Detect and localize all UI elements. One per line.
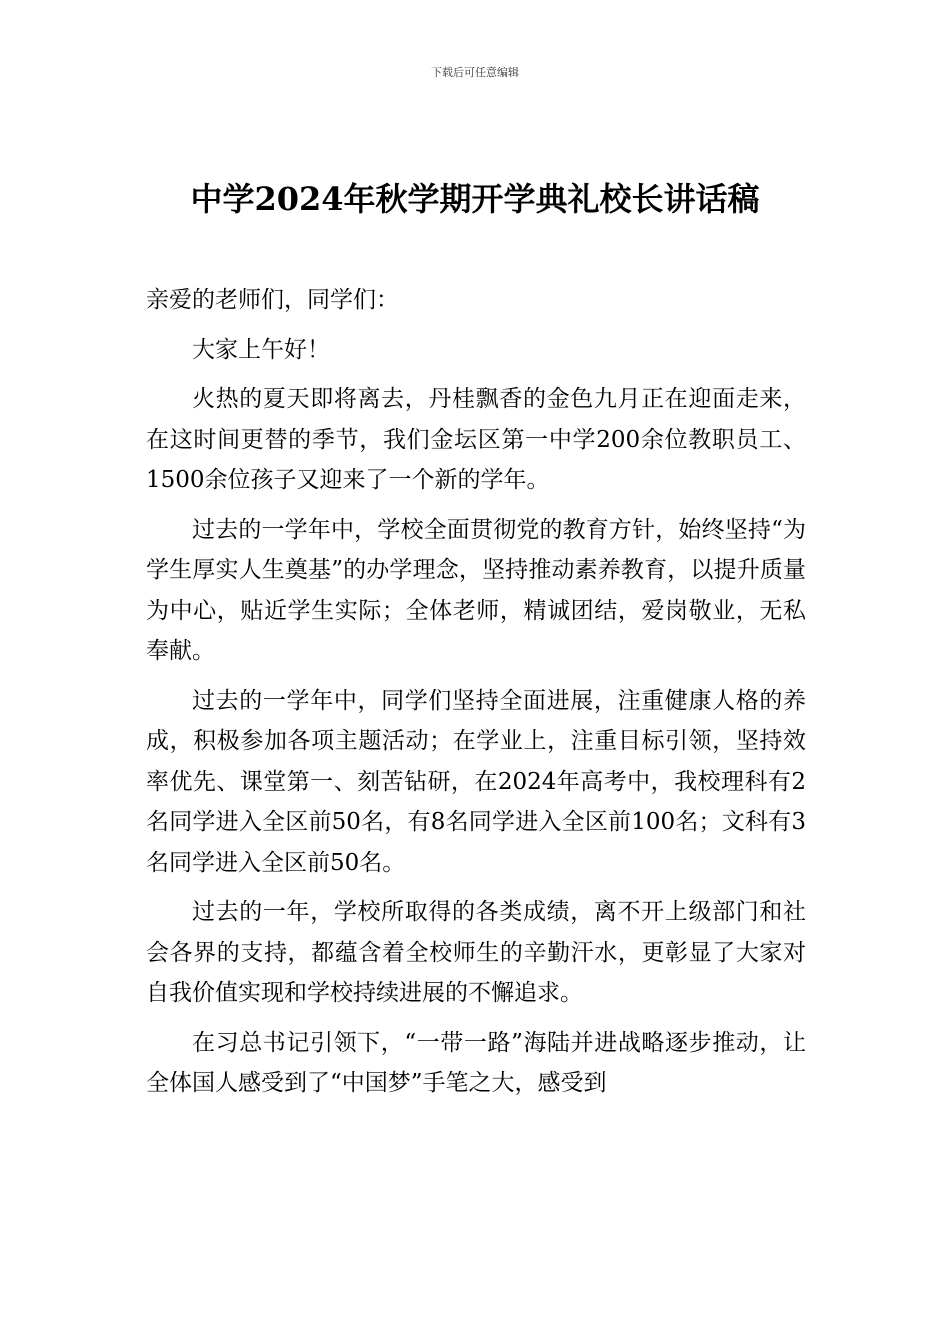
paragraph-belt-and-road: 在习总书记引领下，“一带一路”海陆并进战略逐步推动，让全体国人感受到了“中国梦”手笔之大，感受到: [146, 1029, 806, 1096]
paragraph-student-review: 过去的一学年中，同学们坚持全面进展，注重健康人格的养成，积极参加各项主题活动；在学业上，注重目标引领，坚持效率优先、课堂第一、刻苦钻研，在2024年高考中，我校理科有2名同学进入全区前50名，有8名同学进入全区前100名；文科有3名同学进入全区前50名。: [146, 687, 806, 876]
salutation: 亲爱的老师们，同学们：: [146, 287, 399, 313]
paragraph-school-review: 过去的一学年中，学校全面贯彻党的教育方针，始终坚持“为学生厚实人生奠基”的办学理念，坚持推动素养教育，以提升质量为中心，贴近学生实际；全体老师，精诚团结，爱岗敬业，无私奉献。: [146, 516, 806, 664]
page-header-note: 下载后可任意编辑: [431, 66, 519, 79]
paragraph-new-term: 火热的夏天即将离去，丹桂飘香的金色九月正在迎面走来，在这时间更替的季节，我们金坛区第一中学200余位教职员工、1500余位孩子又迎来了一个新的学年。: [146, 386, 806, 493]
document-title: 中学2024年秋学期开学典礼校长讲话稿: [190, 180, 760, 218]
document-body: [146, 280, 806, 1113]
paragraph-achievements: 过去的一年，学校所取得的各类成绩，离不开上级部门和社会各界的支持，都蕴含着全校师生的辛勤汗水，更彰显了大家对自我价值实现和学校持续进展的不懈追求。: [146, 899, 806, 1006]
paragraph-greeting: 大家上午好！: [192, 336, 330, 363]
